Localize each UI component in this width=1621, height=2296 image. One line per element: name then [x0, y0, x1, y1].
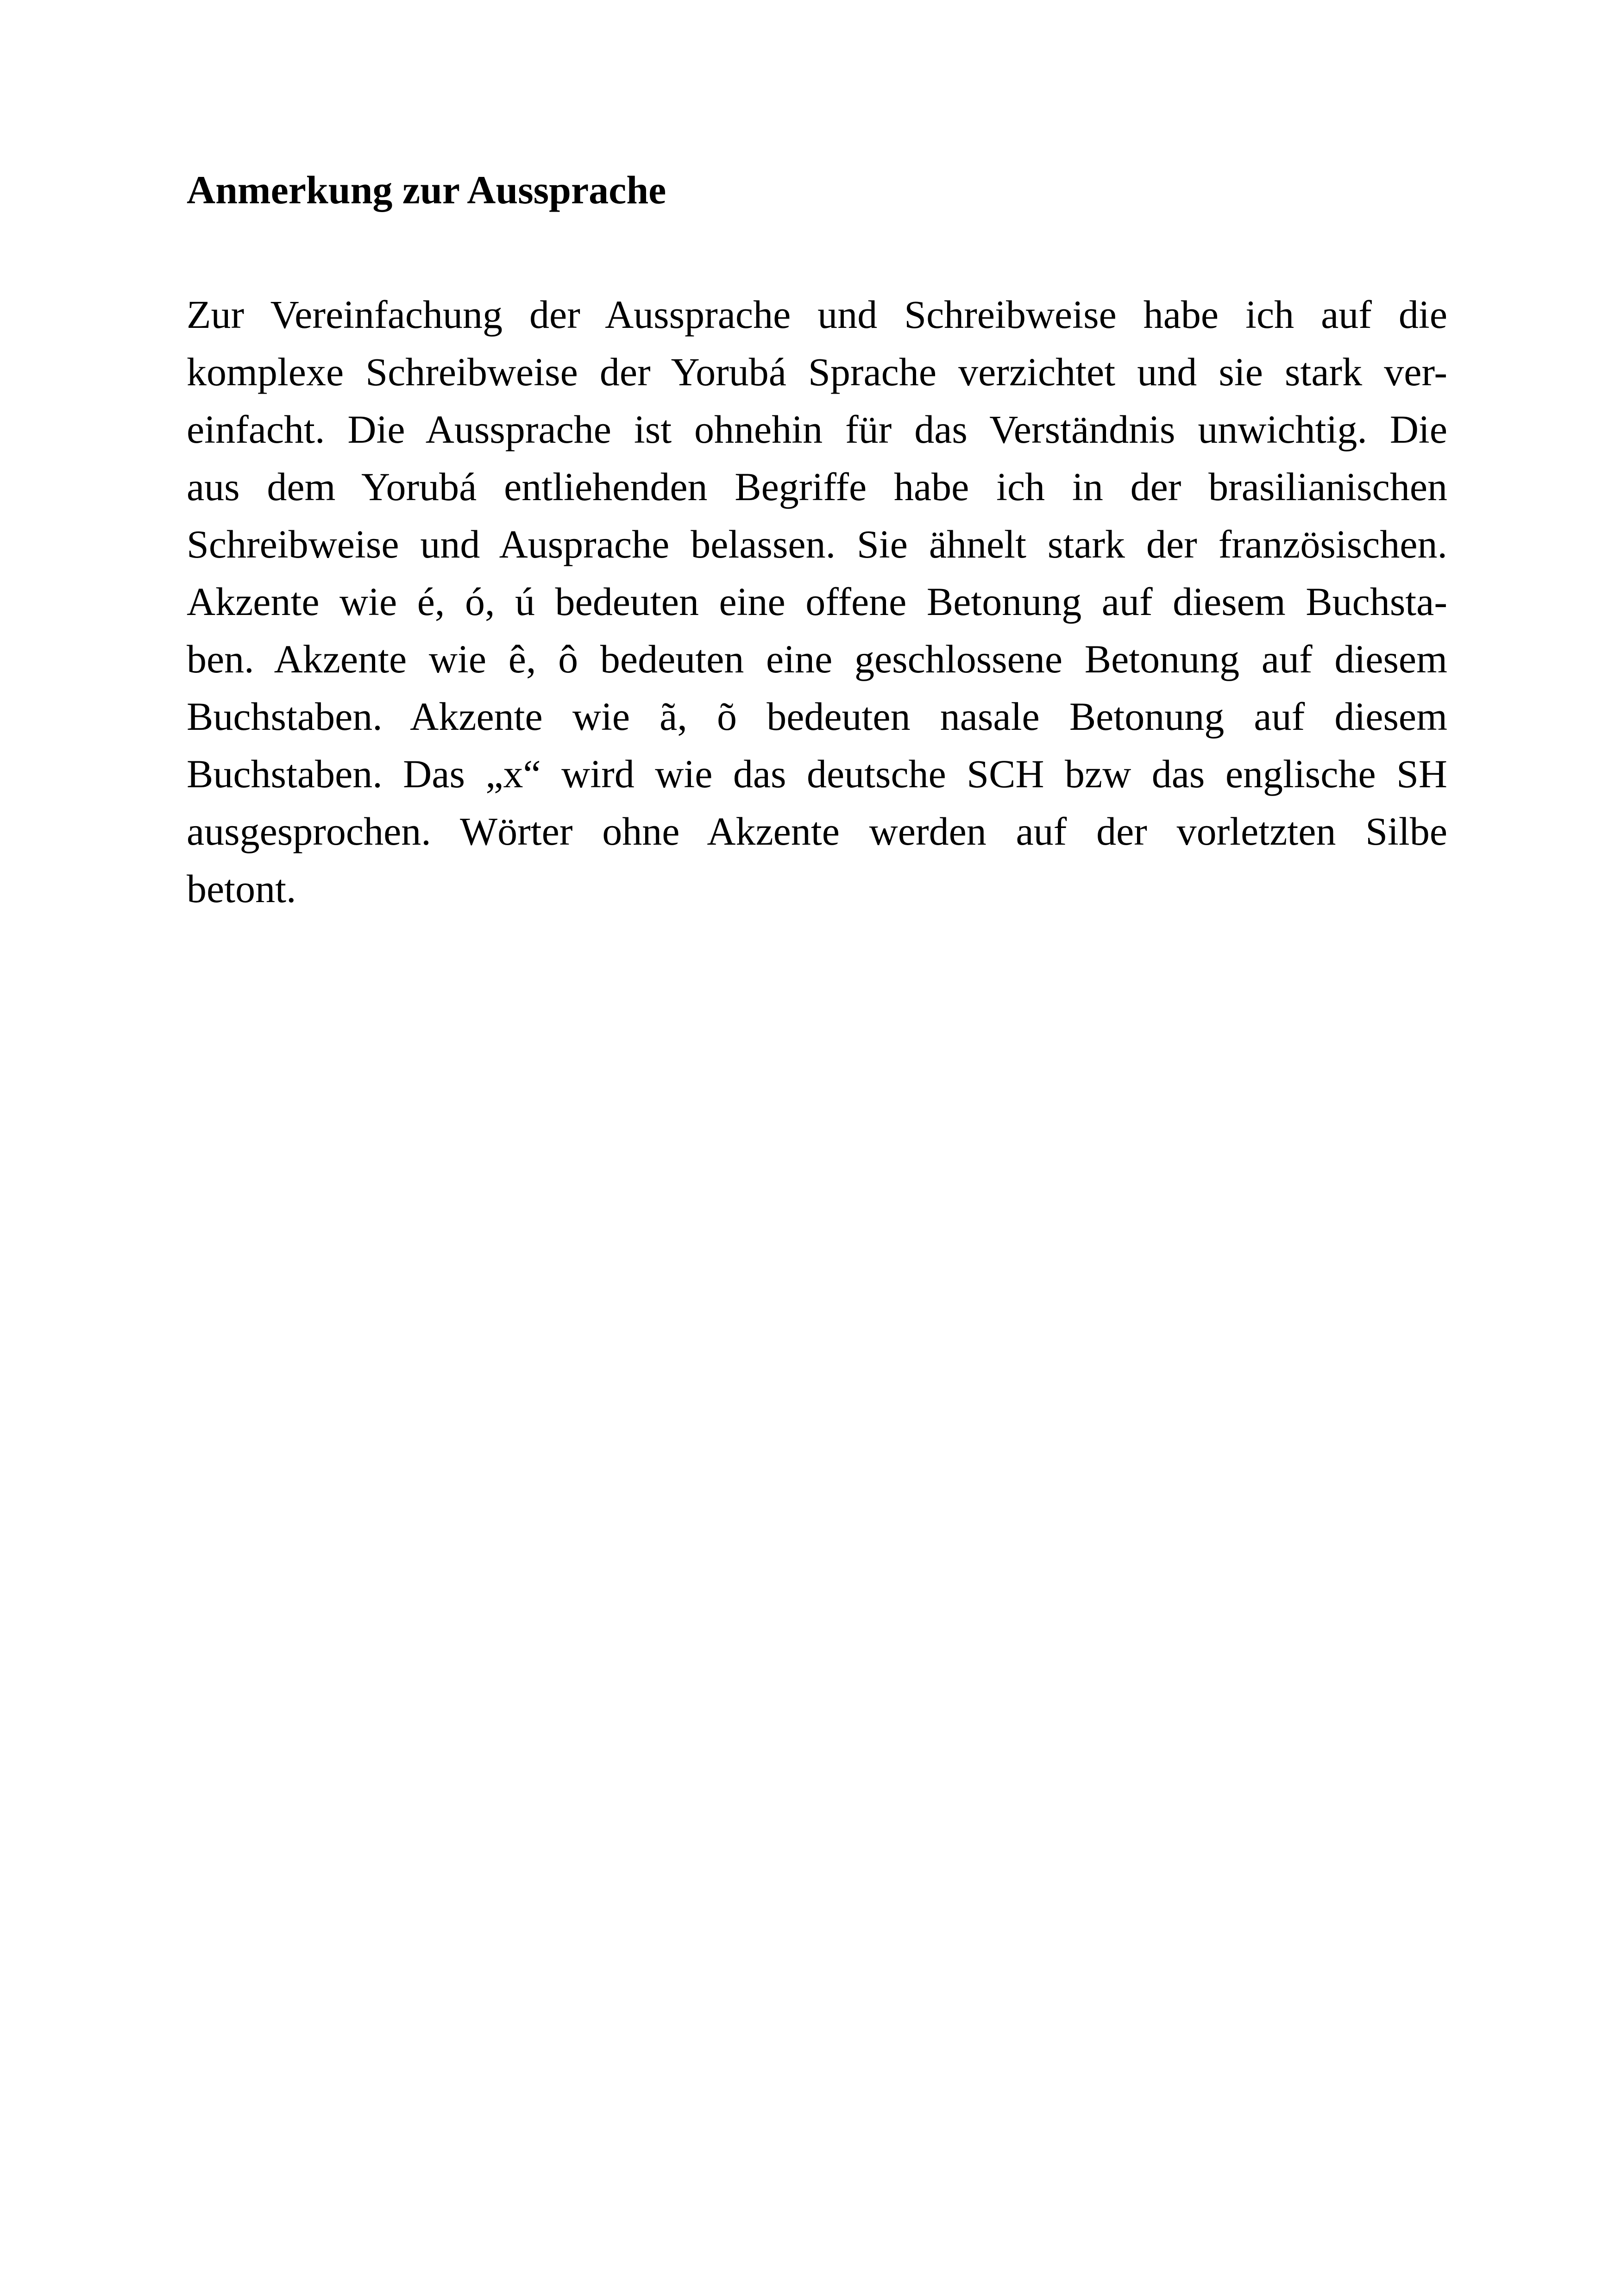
paragraph-line: einfacht. Die Aussprache ist ohnehin für das Verständnis unwichtig. Die	[187, 407, 1447, 452]
paragraph-line: Schreibweise und Ausprache belassen. Sie ähnelt stark der französischen.	[187, 522, 1447, 566]
page-content	[187, 167, 1447, 911]
paragraph-line: Akzente wie é, ó, ú bedeuten eine offene Betonung auf diesem Buchsta-	[187, 579, 1447, 624]
paragraph-line: aus dem Yorubá entliehenden Begriffe habe ich in der brasilianischen	[187, 464, 1447, 509]
paragraph-line: Zur Vereinfachung der Aussprache und Schreibweise habe ich auf die	[187, 292, 1447, 337]
paragraph-line: ben. Akzente wie ê, ô bedeuten eine geschlossene Betonung auf diesem	[187, 637, 1447, 681]
paragraph-line: Buchstaben. Das „x“ wird wie das deutsche SCH bzw das englische SH	[187, 752, 1447, 796]
body-paragraph	[187, 286, 1447, 917]
section-heading: Anmerkung zur Aussprache	[187, 168, 666, 212]
paragraph-line: betont.	[187, 866, 296, 911]
paragraph-line: Buchstaben. Akzente wie ã, õ bedeuten nasale Betonung auf diesem	[187, 694, 1447, 739]
paragraph-line: ausgesprochen. Wörter ohne Akzente werden auf der vorletzten Silbe	[187, 809, 1447, 853]
paragraph-line: komplexe Schreibweise der Yorubá Sprache verzichtet und sie stark ver-	[187, 350, 1447, 394]
